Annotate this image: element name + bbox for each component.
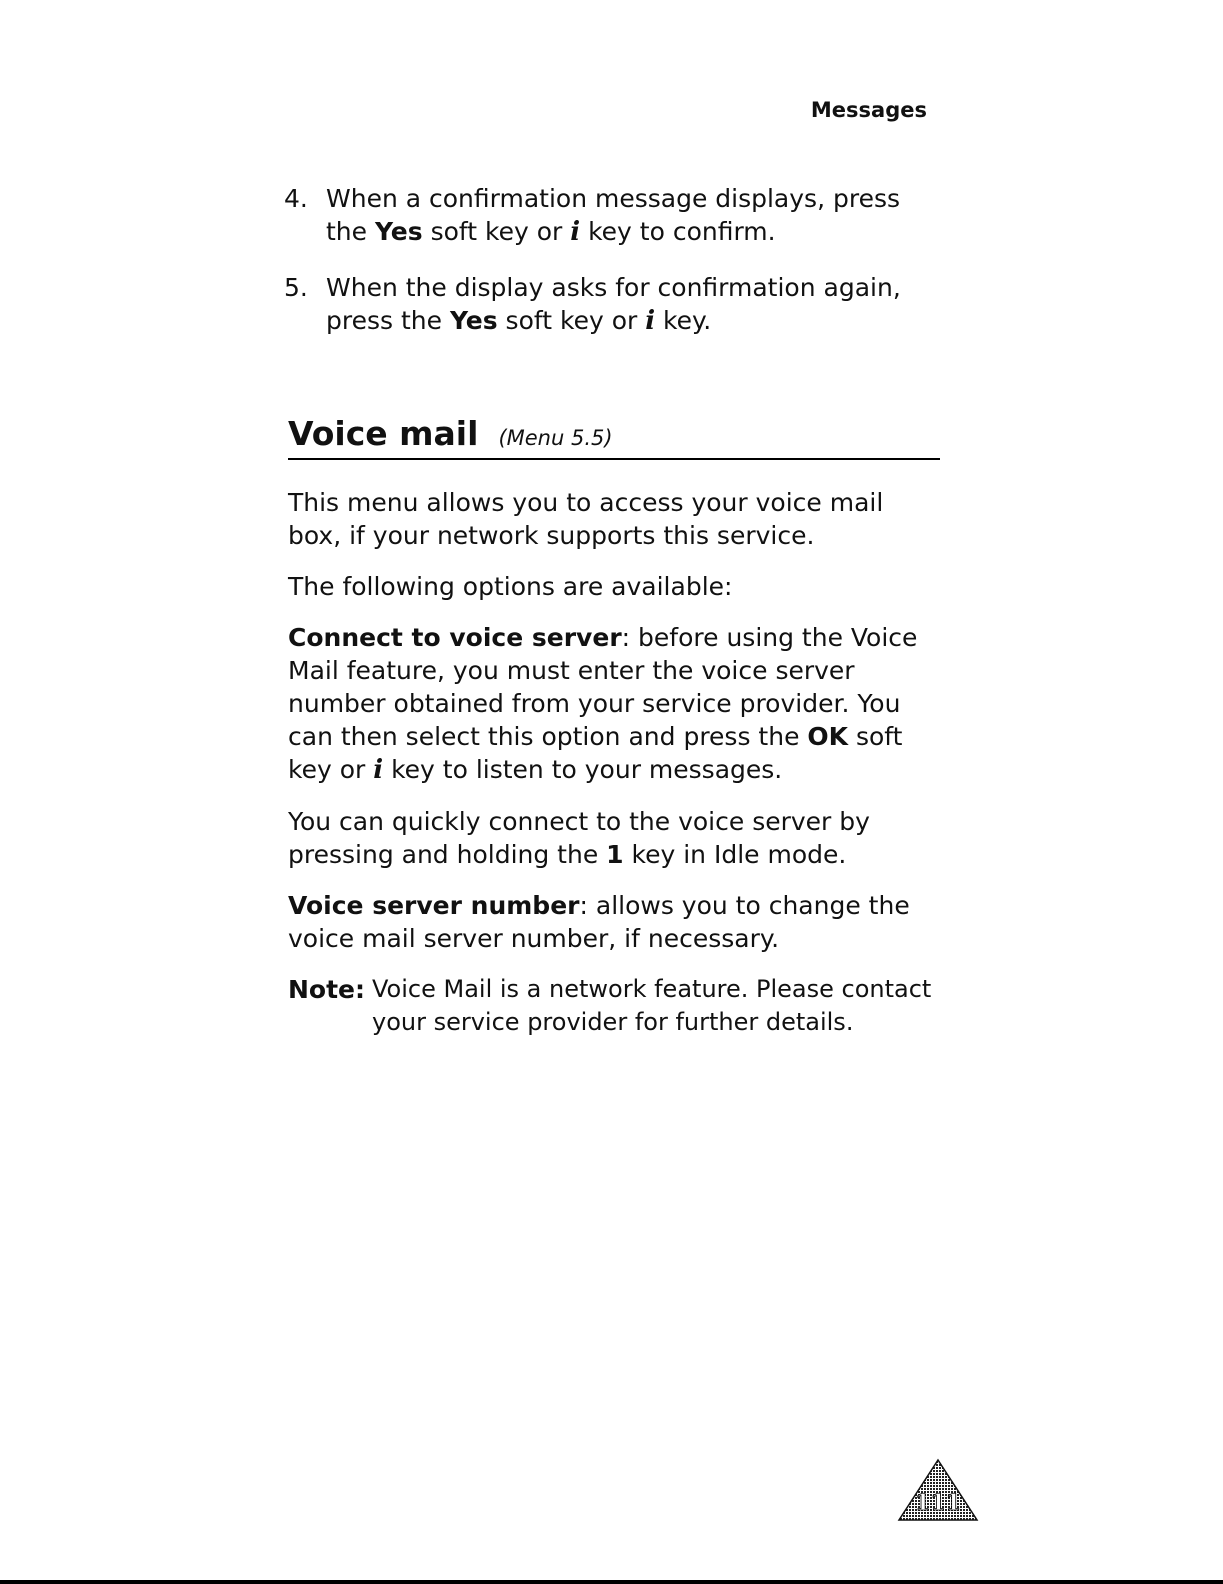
i-key-icon: i [645,306,656,336]
paragraph-text: before using the Voice Mail feature, you must enter the voice server number obtained from your service provider. You can then select this option and press the [288,623,918,751]
step-text [326,271,940,338]
step-number: 5. [284,273,308,302]
page-content [284,182,940,1039]
step-number: 4. [284,184,308,213]
running-header: Messages [810,98,927,122]
page-bottom-rule [0,1580,1223,1584]
page-number: 111 [915,1490,961,1516]
page-triangle-icon [897,1458,979,1522]
paragraph-text: key to listen to your messages. [383,755,783,784]
page-number-badge [897,1458,979,1522]
term-colon: : [579,891,588,920]
step-text-part: When the display asks for confirmation again, press the [326,273,901,335]
yes-soft-key-label: Yes [374,217,423,246]
option-term: Voice server number [288,891,580,920]
connect-option-paragraph [288,621,940,787]
step-5 [284,271,940,338]
paragraph-text: You can quickly connect to the voice server by pressing and holding the [288,807,870,869]
term-colon: : [621,623,631,652]
options-intro: The following options are available: [288,572,733,601]
step-4 [284,182,940,249]
option-term: Connect to voice server [288,623,622,652]
step-text-part: key. [655,306,712,335]
step-text-part: soft key or [422,217,571,246]
paragraph-text: key in Idle mode. [623,840,847,869]
i-key-icon: i [373,755,384,785]
note-text: Voice Mail is a network feature. Please contact your service provider for further details. [372,975,932,1036]
note-block [288,973,940,1039]
menu-reference: (Menu 5.5) [498,426,613,450]
step-text-part: soft key or [497,306,646,335]
step-text-part: When a confirmation message displays, press the [326,184,900,246]
section-title: Voice mail [288,414,479,453]
paragraph-text: allows you to change the voice mail server number, if necessary. [288,891,910,953]
i-key-icon: i [570,217,581,247]
intro-paragraph: This menu allows you to access your voice mail box, if your network supports this service. [288,488,884,550]
yes-soft-key-label: Yes [449,306,498,335]
section-heading [288,412,940,460]
step-text [326,182,940,249]
step-text-part: key to confirm. [580,217,776,246]
server-number-paragraph [288,889,940,955]
key-1-label: 1 [606,840,624,869]
quick-connect-paragraph [288,805,940,871]
note-label: Note: [288,975,366,1004]
paragraph-text: soft key or [288,722,903,784]
ok-soft-key-label: OK [807,722,849,751]
